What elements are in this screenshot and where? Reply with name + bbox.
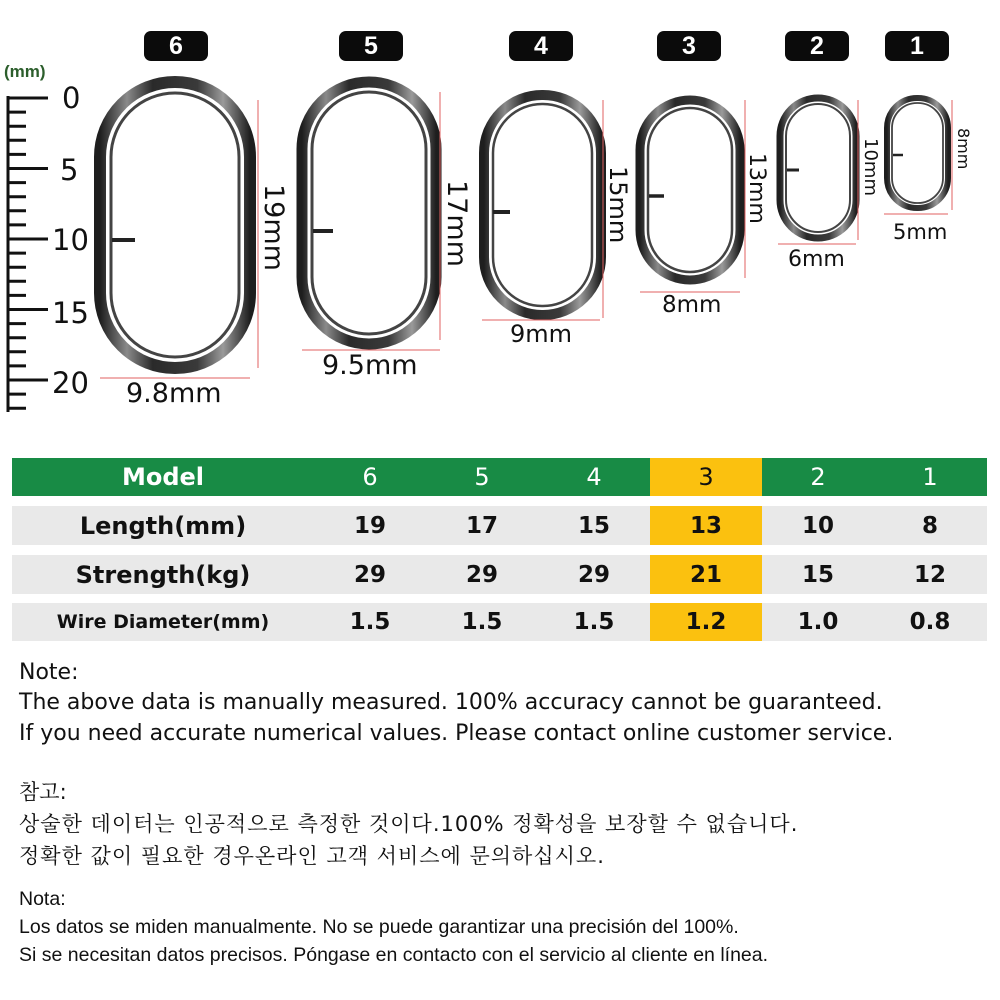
- table-header-model-2: 2: [810, 463, 826, 491]
- ring-4-length-label: 15mm: [604, 166, 632, 244]
- ring-6-length-label: 19mm: [258, 184, 289, 271]
- note-ko-title: 참고:: [19, 780, 67, 804]
- table-cell: 1.5: [573, 609, 615, 635]
- table-cell: 29: [577, 561, 610, 588]
- ring-3-width-label: 8mm: [662, 292, 722, 318]
- table-cell-highlight: 13: [650, 506, 762, 545]
- note-en-line-2: If you need accurate numerical values. Please contact online customer service.: [19, 721, 894, 746]
- table-cell: 17: [465, 512, 498, 539]
- note-ko-line-2: 정확한 값이 필요한 경우온라인 고객 서비스에 문의하십시오.: [19, 844, 605, 868]
- note-en-title: Note:: [19, 660, 79, 685]
- table-header-row: [12, 458, 987, 496]
- ruler-label-5: 5: [60, 153, 79, 187]
- ring-3-length-label: 13mm: [744, 153, 769, 224]
- ring-4-width-label: 9mm: [510, 320, 573, 348]
- table-row-label: Length(mm): [79, 511, 247, 540]
- table-row-length: [12, 506, 987, 545]
- table-header-model-4: 4: [586, 463, 602, 491]
- split-ring-1: [887, 98, 948, 208]
- table-cell: 29: [353, 561, 386, 588]
- ring-2-width-label: 6mm: [788, 247, 845, 272]
- ring-5-width-label: 9.5mm: [322, 350, 418, 381]
- table-cell: 1.5: [349, 609, 391, 635]
- ruler-label-10: 10: [52, 223, 89, 257]
- table-cell: 29: [465, 561, 498, 588]
- table-cell: 12: [913, 561, 946, 588]
- model-badge-1: 1: [885, 31, 949, 61]
- split-ring-3: [640, 100, 740, 280]
- model-badge-5: 5: [339, 31, 403, 61]
- table-cell: 8: [921, 512, 938, 539]
- table-header-label: Model: [121, 463, 205, 491]
- ring-2-length-label: 10mm: [860, 138, 881, 196]
- split-ring-5: [302, 82, 436, 344]
- table-cell-highlight: 21: [650, 555, 762, 594]
- ruler-label-0: 0: [62, 81, 81, 115]
- table-cell-highlight: 1.2: [650, 603, 762, 641]
- ruler-unit-label: (mm): [4, 62, 46, 81]
- ring-5-length-label: 17mm: [441, 180, 472, 267]
- model-badge-2: 2: [785, 31, 849, 61]
- split-ring-2: [780, 98, 856, 238]
- ring-6-width-label: 9.8mm: [126, 378, 222, 409]
- ring-1-width-label: 5mm: [893, 220, 948, 244]
- table-cell: 15: [801, 561, 834, 588]
- table-header-model-1: 1: [922, 463, 938, 491]
- table-cell: 0.8: [909, 609, 951, 635]
- table-cell: 1.5: [461, 609, 503, 635]
- note-ko-line-1: 상술한 데이터는 인공적으로 측정한 것이다.100% 정확성을 보장할 수 없습니다.: [19, 812, 799, 836]
- model-badge-3: 3: [657, 31, 721, 61]
- note-en-line-1: The above data is manually measured. 100% accuracy cannot be guaranteed.: [19, 690, 883, 715]
- model-badge-4: 4: [509, 31, 573, 61]
- split-ring-6: [100, 82, 250, 368]
- ring-1-length-label: 8mm: [954, 128, 973, 170]
- table-cell: 19: [353, 512, 386, 539]
- table-cell: 15: [577, 512, 610, 539]
- note-es-line-1: Los datos se miden manualmente. No se puede garantizar una precisión del 100%.: [19, 916, 739, 938]
- table-cell: 10: [801, 512, 834, 539]
- table-cell: 1.0: [797, 609, 839, 635]
- model-badge-6: 6: [144, 31, 208, 61]
- ruler-label-15: 15: [52, 296, 89, 330]
- note-es-title: Nota:: [19, 888, 66, 910]
- table-header-model-6: 6: [362, 463, 378, 491]
- table-header-model-3: 3: [650, 458, 762, 496]
- table-row-label: Strength(kg): [75, 560, 251, 589]
- table-row-label: Wire Diameter(mm): [56, 611, 270, 633]
- split-ring-4: [484, 95, 601, 315]
- split-rings-illustration: [0, 0, 1000, 440]
- table-header-model-5: 5: [474, 463, 490, 491]
- table-row-strength: [12, 555, 987, 594]
- table-row-wire-diameter: [12, 603, 987, 641]
- ruler-label-20: 20: [52, 366, 89, 400]
- note-es-line-2: Si se necesitan datos precisos. Póngase en contacto con el servicio al cliente en línea.: [19, 944, 769, 966]
